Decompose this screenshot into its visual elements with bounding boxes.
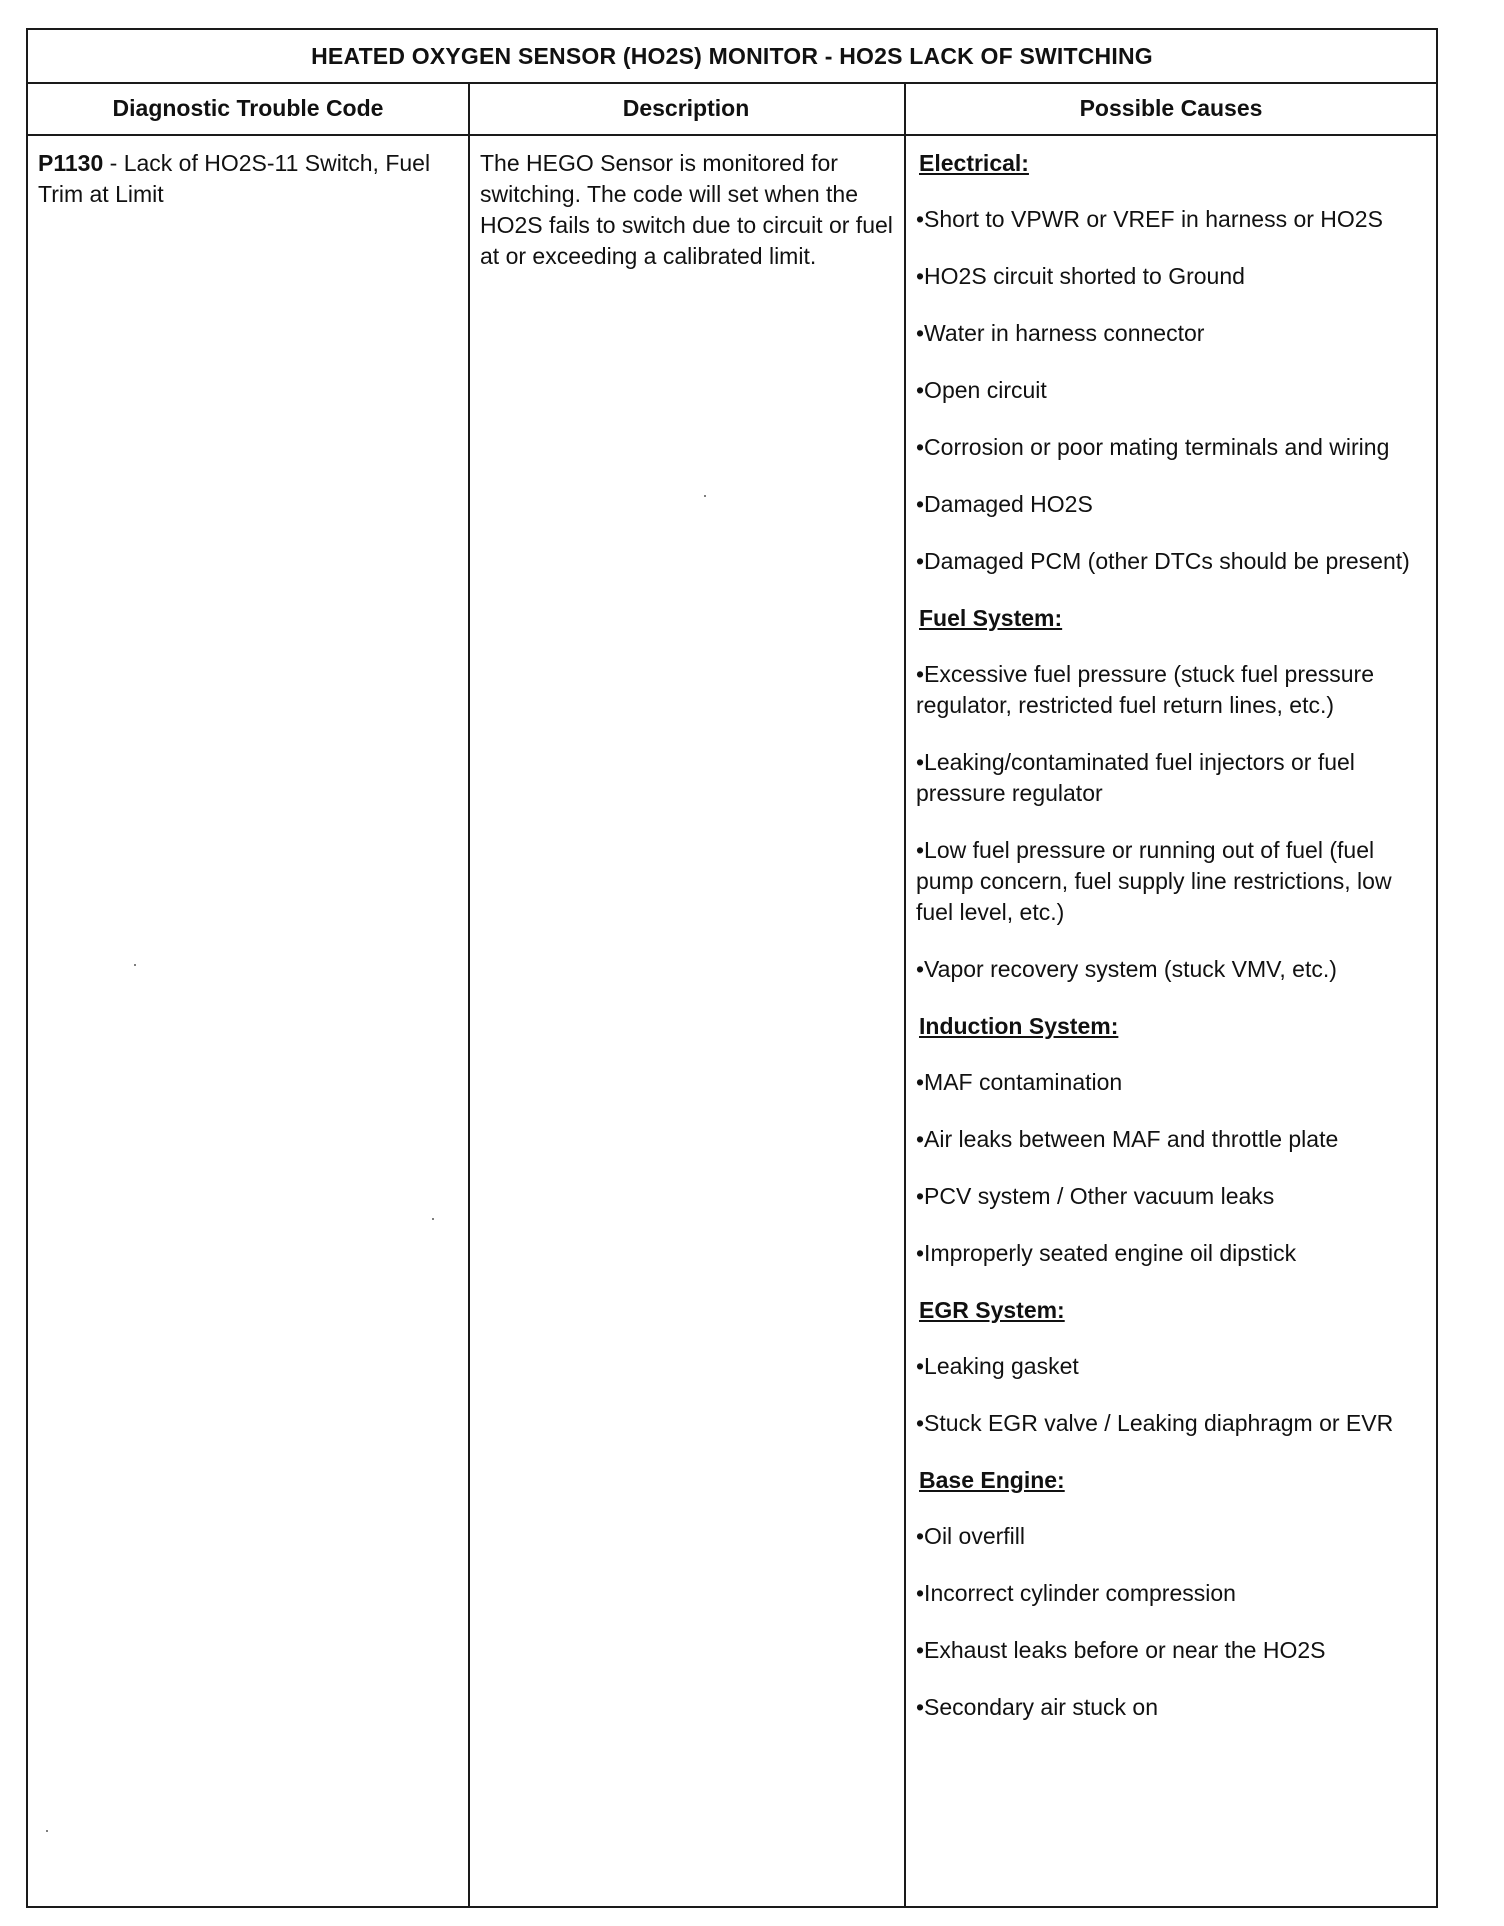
cause-group-heading: Electrical:	[919, 150, 1029, 176]
column-divider-1	[468, 82, 470, 1908]
cause-item: •Stuck EGR valve / Leaking diaphragm or EVR	[916, 1410, 1394, 1436]
header-dtc: Diagnostic Trouble Code	[112, 94, 384, 121]
cause-item: •Leaking/contaminated fuel injectors or fuel pressure regulator	[916, 749, 1355, 806]
cause-item: •Vapor recovery system (stuck VMV, etc.)	[916, 956, 1337, 982]
table-title: HEATED OXYGEN SENSOR (HO2S) MONITOR - HO2S LACK OF SWITCHING	[28, 30, 1436, 84]
cause-item: •HO2S circuit shorted to Ground	[916, 263, 1245, 289]
dtc-code: P1130	[38, 150, 104, 176]
cause-item: •Oil overfill	[916, 1523, 1026, 1549]
cause-item: •Damaged PCM (other DTCs should be present)	[916, 548, 1410, 574]
cause-item: •Open circuit	[916, 377, 1047, 403]
cause-item: •Low fuel pressure or running out of fuel (fuel pump concern, fuel supply line restrictions, low fuel level, etc.)	[916, 837, 1392, 925]
cause-item: •Leaking gasket	[916, 1353, 1079, 1379]
possible-causes-cell	[916, 148, 1434, 1749]
header-description: Description	[622, 94, 750, 121]
header-possible-causes: Possible Causes	[1079, 94, 1263, 121]
cause-item: •Water in harness connector	[916, 320, 1205, 346]
cause-item: •Secondary air stuck on	[916, 1694, 1159, 1720]
cause-group-heading: Base Engine:	[919, 1467, 1065, 1493]
scan-speck	[432, 1218, 434, 1220]
cause-item: •Corrosion or poor mating terminals and wiring	[916, 434, 1390, 460]
table-header-row	[28, 82, 1436, 136]
description-cell: The HEGO Sensor is monitored for switching. The code will set when the HO2S fails to switch due to circuit or fuel at or exceeding a calibrated limit.	[480, 150, 893, 269]
cause-item: •Improperly seated engine oil dipstick	[916, 1240, 1297, 1266]
cause-item: •Short to VPWR or VREF in harness or HO2S	[916, 206, 1383, 232]
cause-group-heading: Induction System:	[919, 1013, 1119, 1039]
dtc-code-description: - Lack of HO2S-11 Switch, Fuel Trim at Limit	[38, 150, 431, 207]
cause-item: •Exhaust leaks before or near the HO2S	[916, 1637, 1326, 1663]
cause-group-heading: EGR System:	[919, 1297, 1065, 1323]
cause-item: •Damaged HO2S	[916, 491, 1093, 517]
scan-speck	[134, 964, 136, 966]
dtc-cell	[38, 148, 468, 210]
cause-item: •Air leaks between MAF and throttle plate	[916, 1126, 1339, 1152]
diagnostic-table	[26, 28, 1438, 1908]
cause-item: •PCV system / Other vacuum leaks	[916, 1183, 1275, 1209]
scan-speck	[46, 1830, 48, 1832]
cause-item: •MAF contamination	[916, 1069, 1123, 1095]
cause-item: •Incorrect cylinder compression	[916, 1580, 1236, 1606]
column-divider-2	[904, 82, 906, 1908]
cause-item: •Excessive fuel pressure (stuck fuel pressure regulator, restricted fuel return lines, etc.)	[916, 661, 1375, 718]
scan-speck	[704, 495, 706, 497]
cause-group-heading: Fuel System:	[919, 605, 1063, 631]
